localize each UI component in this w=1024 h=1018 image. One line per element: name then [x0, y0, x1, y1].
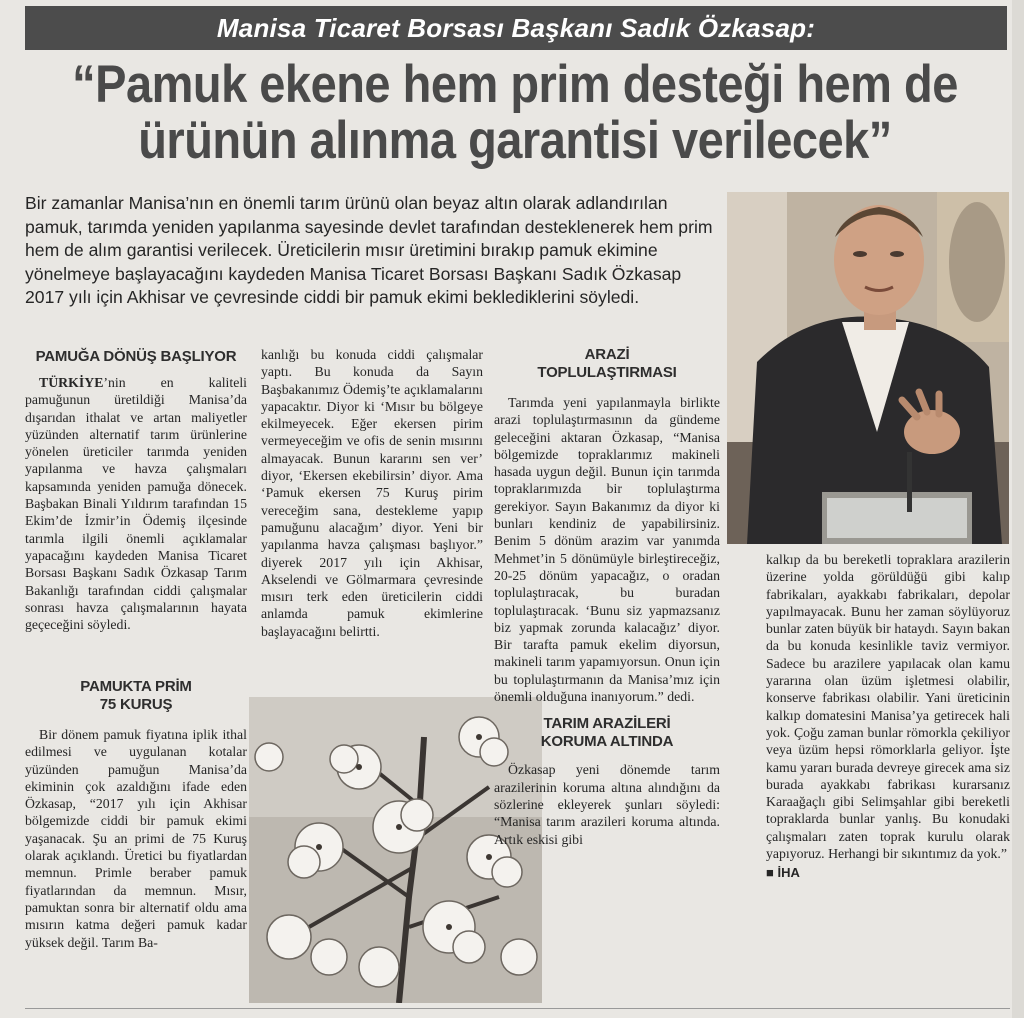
- column-2: [261, 346, 483, 640]
- kicker-text: Manisa Ticaret Borsası Başkanı Sadık Özkasap:: [216, 13, 816, 43]
- kicker-bar: [25, 6, 1007, 50]
- speaker-photo: [727, 192, 1009, 544]
- column-1: [25, 348, 247, 633]
- subhead-koruma-altinda: KORUMA ALTINDA: [540, 733, 674, 751]
- column-3-second-text: Özkasap yeni dönemde tarım arazilerinin koruma altına alındığını da sözlerine ekleyerek şunları söyledi: “Manisa tarım arazileri koruma altında. Artık eskisi gibi: [494, 762, 720, 847]
- column-3-text: Tarımda yeni yapılanmayla birlikte arazi toplulaştırmasının da gündeme geleceğini aktaran Özkasap, “Manisa bölgemizde topraklarımız makineli hasada uygun değil. Bunun için tarımda topraklarımızda bir toplulaştırma gerekiyor. Sayın Bakanımız da diyor ki bunları kendiniz de yapabilirsiniz. Benim 5 dönüm arazim var yanımda Mehmet’in 5 dönümüyle birleştireceğiz, 20-25 dönüm yapacağız, o oradan toplulaştıracak, bu buradan toplulaştıracak. ‘Bunu siz yapmazsanız biz yapmak zorunda kalacağız’ diyor. Bir tarafta pamuk ekelim diyorsun, makineli tarım yapamıyorsun. Onun için bu toplulaştırmanın da Manisa’mız için önemli olduğuna inanıyorum.” dedi.: [494, 395, 720, 705]
- subhead-toplulastirmasi: TOPLULAŞTIRMASI: [537, 364, 677, 381]
- page-edge: [1012, 0, 1024, 1018]
- column-4-text: kalkıp da bu bereketli topraklara arazilerin üzerine yolda görüldüğü gibi kalıp fabrikaları, ayakkabı fabrikaları, depolar yapılmayacak. Bunu her zaman söylüyoruz bunlar zaten büyük bir hataydı. Sayın bakan da bu konuda kesinlikle taviz vermiyor. Sadece bu arazilere yapılacak olan kamu yararına olan üzüm işletmesi olabilir, konserve fabrikası olabilir. Yani üreticinin kalkıp domatesini Manisa’ya getirecek hali yok. Çoğu zaman bunlar römorkla çekiliyor veya üzüm hepsi römorklarla geliyor. İşte kamu yararı burada devreye girecek ama siz burada ayakkabı fabrikası kurarsanız Karaağaçlı gibi Selimşahlar gibi bereketli topraklarda bunlar yanlış. Bu konudaki çalışmaları zaten toprak kurulu olarak yapıyoruz. Herhangi bir sıkıntımız da yok.”: [766, 552, 1010, 862]
- dateline: TÜRKİYE: [39, 375, 104, 390]
- news-source: ■ İHA: [766, 865, 800, 881]
- column-3: [494, 346, 720, 848]
- headline: “Pamuk ekene hem prim desteği hem de ürünün alınma garantisi verilecek”: [72, 53, 958, 170]
- subhead-75-kurus: 75 KURUŞ: [99, 696, 173, 713]
- subhead-tarim-arazileri: TARIM ARAZİLERİ: [543, 715, 671, 733]
- column-1-second-text: Bir dönem pamuk fiyatına iplik ithal edilmesi ve uygulanan kotalar yüzünden pamuğun Manisa’da ekiminin çok azaldığını ifade eden Özkasap, “2017 yılı için Akhisar bölgemizde ciddi bir pamuk ekimi yaşanacak. Şu an primi de 75 Kuruş olarak açıklandı. Üretici bu fiyatlardan memnun. Primle beraber pamuk fiyatlarından da memnun. Mısır, pamuktan sonra bir alternatif oldu ama mısırın katma değeri pamuk kadar yüksek değil. Tarım Ba-: [25, 727, 247, 950]
- lead-paragraph: Bir zamanlar Manisa’nın en önemli tarım ürünü olan beyaz altın olarak adlandırılan pamuk, tarımda yeniden yapılanma sayesinde devlet tarafından desteklenerek hem prim hem de alım garantisi verilecek. Üreticilerin mısır üretimini bırakıp pamuk ekimine yönelmeye başlayacağını kaydeden Manisa Ticaret Borsası Başkanı Sadık Özkasap 2017 yılı için Akhisar ve çevresinde ciddi bir pamuk ekimi beklediklerini söyledi.: [25, 193, 713, 307]
- subhead-pamukta-prim: PAMUKTA PRİM: [80, 678, 192, 695]
- speaker-photo-drawing: [727, 192, 1009, 544]
- subhead-pamuga-donus: PAMUĞA DÖNÜŞ BAŞLIYOR: [35, 348, 237, 365]
- subhead-arazi: ARAZİ: [584, 346, 630, 363]
- column-4: [766, 551, 1010, 882]
- column-1-text: [25, 374, 247, 633]
- column-1-second: [25, 678, 247, 951]
- column-1-body: ’nin en kaliteli pamuğunun üretildiği Manisa’da dışarıdan ithalat ve artan maliyetler yüzünden alternatif tarım ürünlerine yönelen üreticiler tarımda yeniden yapılanma ve havza çalışmaları kapsamında yeniden pamuğa dönecek. Başbakan Binali Yıldırım tarafından 15 Ekim’de İzmir’in Ödemiş ilçesinde tarımla ilgili önemli açıklamalar yapacağını kaydeden Manisa Ticaret Borsası Başkanı Sadık Özkasap Tarım Bakanlığı tarafından ciddi çalışmalar sonrası havza çalışmalarının hayata geçeceğini söyledi.: [25, 375, 247, 633]
- column-2-text: kanlığı bu konuda ciddi çalışmalar yaptı. Bu konuda da Sayın Başbakanımız Ödemiş’te açıklamalarını yapacaktır. Diyor ki ‘Mısır bu bölgeye ekilmeyecek. Eğer ekersen pirim vermeyeceğim ve ofis de senin mısırını almayacak. Bunun kararını sen ver’ diyor, ‘Ekersen ekebilirsin’ diyor. Ama ‘Pamuk ekersen 75 Kuruş pirim vereceğim sana, destekleme yapıp pamuğunu alacağım’ diyor. Yeni bir yapılanma havza çalışması başlıyor.” diyerek 2017 yılı için Akhisar, Akselendi ve Gölmarmara çevresinde mısırı terk eden üreticilerin ciddi anlamda pamuk ekimlerine başlayacağını belirtti.: [261, 347, 483, 639]
- bottom-rule: [25, 1008, 1010, 1009]
